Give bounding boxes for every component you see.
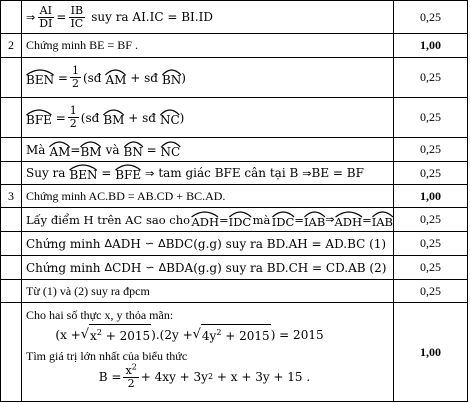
sqrt-expression: √ $4y^2 + 2015$ — [193, 324, 271, 347]
triangle-icon: Δ — [158, 237, 166, 250]
section-number: 2 — [1, 34, 22, 58]
angle-idc: IDC — [272, 211, 295, 229]
table-row — [1, 280, 468, 303]
table-row — [1, 98, 468, 138]
fraction-x2-over-2: $\frac{x^2}{2}$ — [125, 362, 137, 390]
fraction-half: $\frac{1}{2}$ — [69, 104, 77, 130]
angle-iab: IAB — [304, 211, 325, 229]
points-cell: 0,25 — [394, 256, 468, 280]
table-row — [1, 58, 468, 98]
table-row — [1, 208, 468, 232]
section-number — [1, 162, 22, 185]
step-content: ⇒ $\frac{AI}{DI}$ = $\frac{IB}{IC}$ suy ra AI.IC = BI.ID — [22, 1, 394, 34]
angle-idc: IDC — [229, 211, 252, 229]
step-content: Suy ra BEN = BFE ⇒ tam giác BFE cân tại B ⇒ BE = BF — [22, 162, 394, 185]
section-number: 3 — [1, 185, 22, 208]
table-row — [1, 303, 468, 402]
sqrt-expression: √ $x^2 + 2015$ — [81, 324, 151, 347]
arc-am: AM — [49, 141, 70, 159]
angle-bfe: BFE — [26, 109, 52, 127]
fraction-half: $\frac{1}{2}$ — [71, 64, 79, 90]
similar-icon: ∽ — [145, 261, 155, 274]
points-cell: 1,00 — [394, 185, 468, 208]
angle-ben: BEN — [69, 164, 97, 182]
arc-measure-label: sđ — [87, 70, 102, 85]
similar-icon: ∽ — [144, 237, 155, 250]
points-cell: 0,25 — [394, 1, 468, 34]
implies-icon: ⇒ — [325, 213, 335, 226]
step-content: Chứng minh Δ CDH ∽ Δ BDA(g.g) suy ra BD.CH = CD.AB (2) — [22, 256, 394, 280]
arc-bn: BN — [124, 141, 143, 159]
section-number — [1, 138, 22, 162]
arc-measure-label: sđ — [85, 110, 100, 125]
arc-measure-label: sđ — [142, 110, 156, 125]
points-cell: 0,25 — [394, 138, 468, 162]
arc-am: AM — [105, 69, 126, 87]
step-content: BFE = $\frac{1}{2}$ ( sđ BM + sđ NC ) — [22, 98, 394, 138]
section-heading: Chứng minh AC.BD = AB.CD + BC.AD. — [22, 185, 394, 208]
angle-bfe: BFE — [115, 164, 141, 182]
angle-ben: BEN — [26, 69, 54, 87]
section-heading: Chứng minh BE = BF . — [22, 34, 394, 58]
section-number — [1, 208, 22, 232]
table-row — [1, 34, 468, 58]
arc-bn: BN — [162, 69, 181, 87]
step-content: BEN = $\frac{1}{2}$ ( sđ AM + sđ BN ) — [22, 58, 394, 98]
section-number — [1, 256, 22, 280]
section-number — [1, 58, 22, 98]
implies-icon: ⇒ — [145, 166, 155, 180]
step-content: Từ (1) và (2) suy ra đpcm — [22, 280, 394, 303]
angle-iab: IAB — [372, 211, 393, 229]
points-cell: 0,25 — [394, 232, 468, 256]
angle-adh: ADH — [191, 211, 219, 229]
triangle-icon: Δ — [158, 261, 167, 274]
section-number — [1, 280, 22, 303]
step-text: suy ra AI.IC = BI.ID — [91, 10, 213, 24]
points-cell: 1,00 — [394, 34, 468, 58]
step-content: Mà AM = BM và BN = NC — [22, 138, 394, 162]
points-cell: 0,25 — [394, 162, 468, 185]
fraction-ai-di: $\frac{AI}{DI}$ — [39, 3, 53, 30]
implies-icon: ⇒ — [302, 166, 312, 180]
points-cell: 0,25 — [394, 208, 468, 232]
arc-bm: BM — [103, 109, 124, 127]
objective-expression: B = $\frac{x^2}{2}$ + 4xy + 3y 2 + x + 3y + 15 . — [98, 362, 311, 390]
problem-question: Tìm giá trị lớn nhất của biểu thức — [26, 349, 188, 363]
problem-statement — [22, 303, 394, 402]
triangle-icon: Δ — [104, 261, 113, 274]
arc-nc: NC — [160, 109, 180, 127]
table-row — [1, 185, 468, 208]
arc-measure-label: sđ — [144, 70, 158, 85]
points-cell: 0,25 — [394, 98, 468, 138]
implies-icon: ⇒ — [26, 10, 36, 24]
constraint-equation: (x + √ $x^2 + 2015$ ).(2y + √ $4y^2 + 2015$ ) = 2015 — [0, 324, 393, 347]
section-number — [1, 98, 22, 138]
table-row — [1, 256, 468, 280]
section-number — [1, 232, 22, 256]
step-content: Chứng minh Δ ADH ∽ Δ BDC(g.g) suy ra BD.AH = AD.BC (1) — [22, 232, 394, 256]
arc-bm: BM — [80, 141, 101, 159]
points-cell: 0,25 — [394, 280, 468, 303]
arc-nc: NC — [161, 141, 181, 159]
table-row — [1, 162, 468, 185]
problem-intro: Cho hai số thực x, y thỏa mãn: — [26, 308, 174, 322]
points-cell: 1,00 — [394, 303, 468, 402]
points-cell: 0,25 — [394, 58, 468, 98]
triangle-icon: Δ — [104, 237, 113, 250]
fraction-ib-ic: $\frac{IB}{IC}$ — [70, 3, 84, 30]
table-row — [1, 1, 468, 34]
step-content: Lấy điểm H trên AC sao cho ADH = IDC mà IDC = IAB ⇒ ADH = IAB — [22, 208, 394, 232]
section-number — [1, 1, 22, 34]
table-row — [1, 138, 468, 162]
table-row — [1, 232, 468, 256]
angle-adh: ADH — [335, 211, 363, 229]
